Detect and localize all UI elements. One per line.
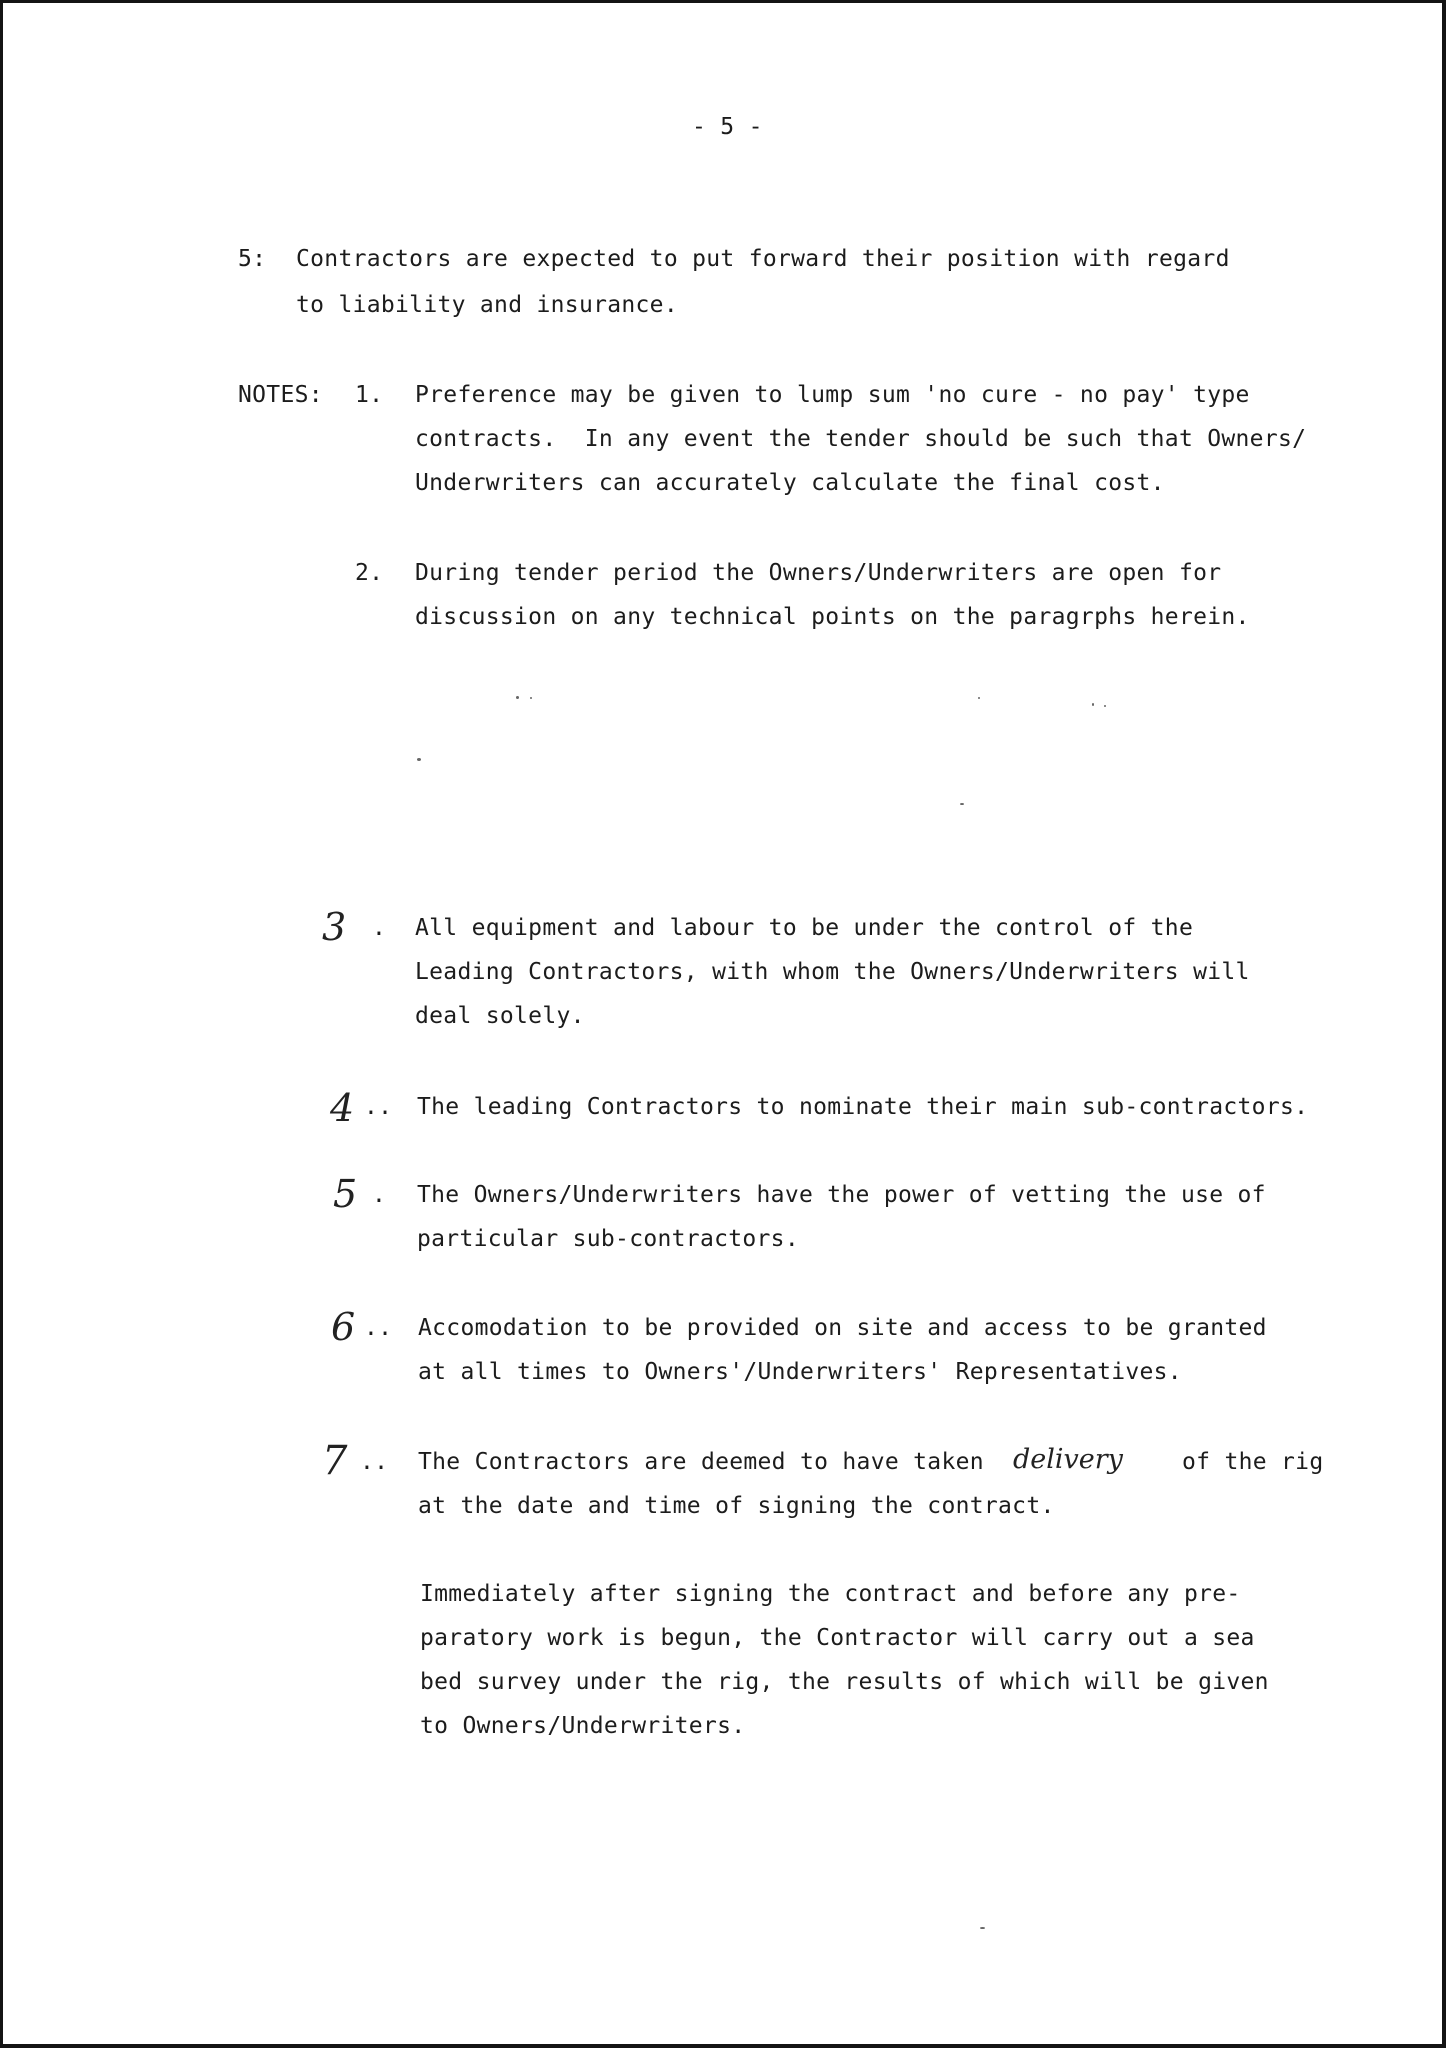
note-1-line-3: Underwriters can accurately calculate the final cost. <box>415 470 1165 496</box>
scan-speck <box>516 696 519 699</box>
handwritten-insert-delivery: delivery <box>1013 1444 1123 1475</box>
note-7-line-1-end: of the rig <box>1182 1449 1324 1475</box>
item-5-line-2: to liability and insurance. <box>296 292 678 318</box>
note-6-line-2: at all times to Owners'/Underwriters' Representatives. <box>418 1359 1182 1385</box>
page-number: - 5 - <box>692 114 763 140</box>
scan-speck <box>978 697 980 699</box>
note-2-line-1: During tender period the Owners/Underwriters are open for <box>415 560 1222 586</box>
scan-speck <box>980 1927 985 1929</box>
scan-speck <box>1104 705 1106 707</box>
note-2-marker: 2. <box>355 560 384 586</box>
note-5-line-1: The Owners/Underwriters have the power of vetting the use of <box>417 1182 1266 1208</box>
note-6-line-1: Accomodation to be provided on site and access to be granted <box>418 1315 1267 1341</box>
note-1-line-1: Preference may be given to lump sum 'no cure - no pay' type <box>415 382 1250 408</box>
final-paragraph-line-2: paratory work is begun, the Contractor will carry out a sea <box>420 1625 1255 1651</box>
scan-speck <box>960 803 964 805</box>
note-7-line-2: at the date and time of signing the contract. <box>418 1493 1055 1519</box>
handwritten-number-4: 4 <box>330 1086 355 1130</box>
handwritten-number-5: 5 <box>333 1172 358 1216</box>
note-3-line-1: All equipment and labour to be under the control of the <box>415 915 1194 941</box>
note-7-dots: .. <box>360 1449 389 1475</box>
handwritten-number-6: 6 <box>331 1305 356 1349</box>
note-3-line-2: Leading Contractors, with whom the Owners/Underwriters will <box>415 959 1250 985</box>
scan-border-right <box>1442 0 1446 2048</box>
scan-speck <box>417 758 421 761</box>
scan-border-left <box>0 0 3 2048</box>
note-2-line-2: discussion on any technical points on the paragrphs herein. <box>415 604 1250 630</box>
notes-label: NOTES: <box>238 382 323 408</box>
handwritten-number-3: 3 <box>322 905 347 949</box>
scan-speck <box>530 697 532 699</box>
note-4-dots: .. <box>364 1094 393 1120</box>
final-paragraph-line-4: to Owners/Underwriters. <box>420 1713 746 1739</box>
scan-border-bottom <box>0 2044 1446 2048</box>
handwritten-number-7: 7 <box>322 1438 348 1484</box>
scan-border-top <box>0 0 1446 3</box>
note-1-marker: 1. <box>355 382 384 408</box>
note-5-dots: . <box>372 1182 387 1208</box>
note-1-line-2: contracts. In any event the tender should be such that Owners/ <box>415 426 1307 452</box>
note-4-line-1: The leading Contractors to nominate their main sub-contractors. <box>417 1094 1309 1120</box>
note-3-dots: . <box>372 915 387 941</box>
note-6-dots: .. <box>364 1315 393 1341</box>
note-5-line-2: particular sub-contractors. <box>417 1226 799 1252</box>
note-3-line-3: deal solely. <box>415 1003 585 1029</box>
item-5-line-1: Contractors are expected to put forward their position with regard <box>296 246 1230 272</box>
note-7-line-1-start: The Contractors are deemed to have taken <box>418 1449 984 1475</box>
final-paragraph-line-3: bed survey under the rig, the results of which will be given <box>420 1669 1269 1695</box>
final-paragraph-line-1: Immediately after signing the contract and before any pre- <box>420 1581 1241 1607</box>
scan-speck <box>1092 703 1094 706</box>
item-5-marker: 5: <box>238 246 267 272</box>
